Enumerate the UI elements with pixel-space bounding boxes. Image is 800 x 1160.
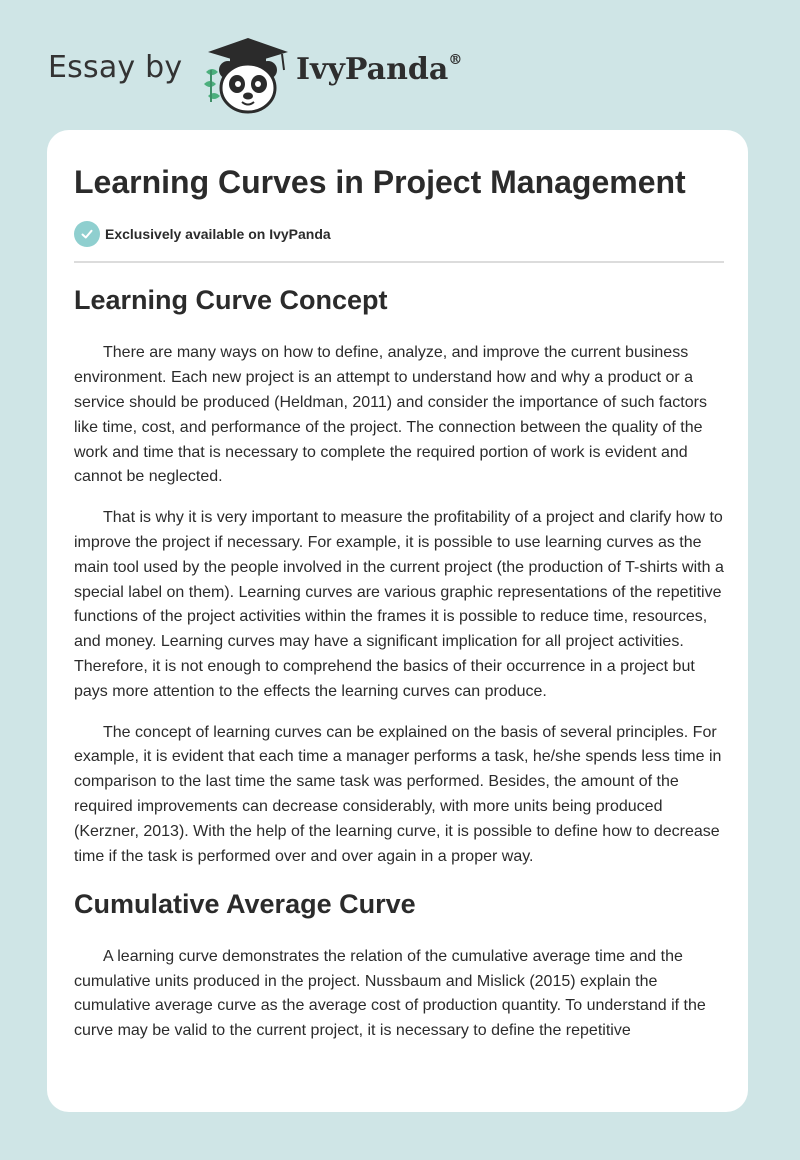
exclusive-badge <box>74 221 331 247</box>
title-divider <box>74 261 724 263</box>
registered-mark: ® <box>448 52 463 68</box>
essay-title: Learning Curves in Project Management <box>74 164 686 200</box>
brand-text: IvyPanda <box>296 52 449 87</box>
site-header <box>48 34 748 114</box>
essay-content <box>74 280 724 1060</box>
panda-logo-icon[interactable] <box>198 34 298 114</box>
brand-name[interactable] <box>296 52 462 87</box>
paragraph: A learning curve demonstrates the relation of the cumulative average time and the cumulative units produced in the project. Nussbaum and Mislick (2015) explain the cumulative average curve as the average cost of production quantity. To understand if the curve may be valid to the current project, it is necessary to define the repetitive <box>74 947 706 1040</box>
section-heading: Learning Curve Concept <box>74 285 388 315</box>
paragraph: There are many ways on how to define, analyze, and improve the current business environment. Each new project is an attempt to understand how and why a product or a service should be produced (Heldman, 2011) and consider the importance of such factors like time, cost, and performance of the project. The connection between the quality of the work and time that is necessary to complete the required portion of work is evident and cannot be neglected. <box>74 344 707 486</box>
paragraph: The concept of learning curves can be explained on the basis of several principles. For example, it is evident that each time a manager performs a task, he/she spends less time in comparison to the last time the same task was performed. Besides, the amount of the required improvements can decrease considerably, with more units being produced (Kerzner, 2013). With the help of the learning curve, it is possible to define how to decrease time if the task is performed over and over again in a proper way. <box>74 723 722 865</box>
section-heading: Cumulative Average Curve <box>74 889 416 920</box>
paragraph: That is why it is very important to measure the profitability of a project and clarify how to improve the project if necessary. For example, it is possible to use learning curves as the main tool used by the people involved in the current project (the production of T-shirts with a special label on them). Learning curves are various graphic representations of the repetitive functions of the project activities within the frames it is possible to reduce time, resources, and money. Learning curves may have a significant implication for all project activities. Therefore, it is not enough to comprehend the basics of their occurrence in a project but pays more attention to the effects the learning curves can produce. <box>74 509 724 700</box>
badge-text: Exclusively available on IvyPanda <box>105 226 331 242</box>
essay-card <box>47 130 748 1112</box>
check-circle-icon <box>74 221 100 247</box>
essay-by-label: Essay by <box>48 50 183 85</box>
